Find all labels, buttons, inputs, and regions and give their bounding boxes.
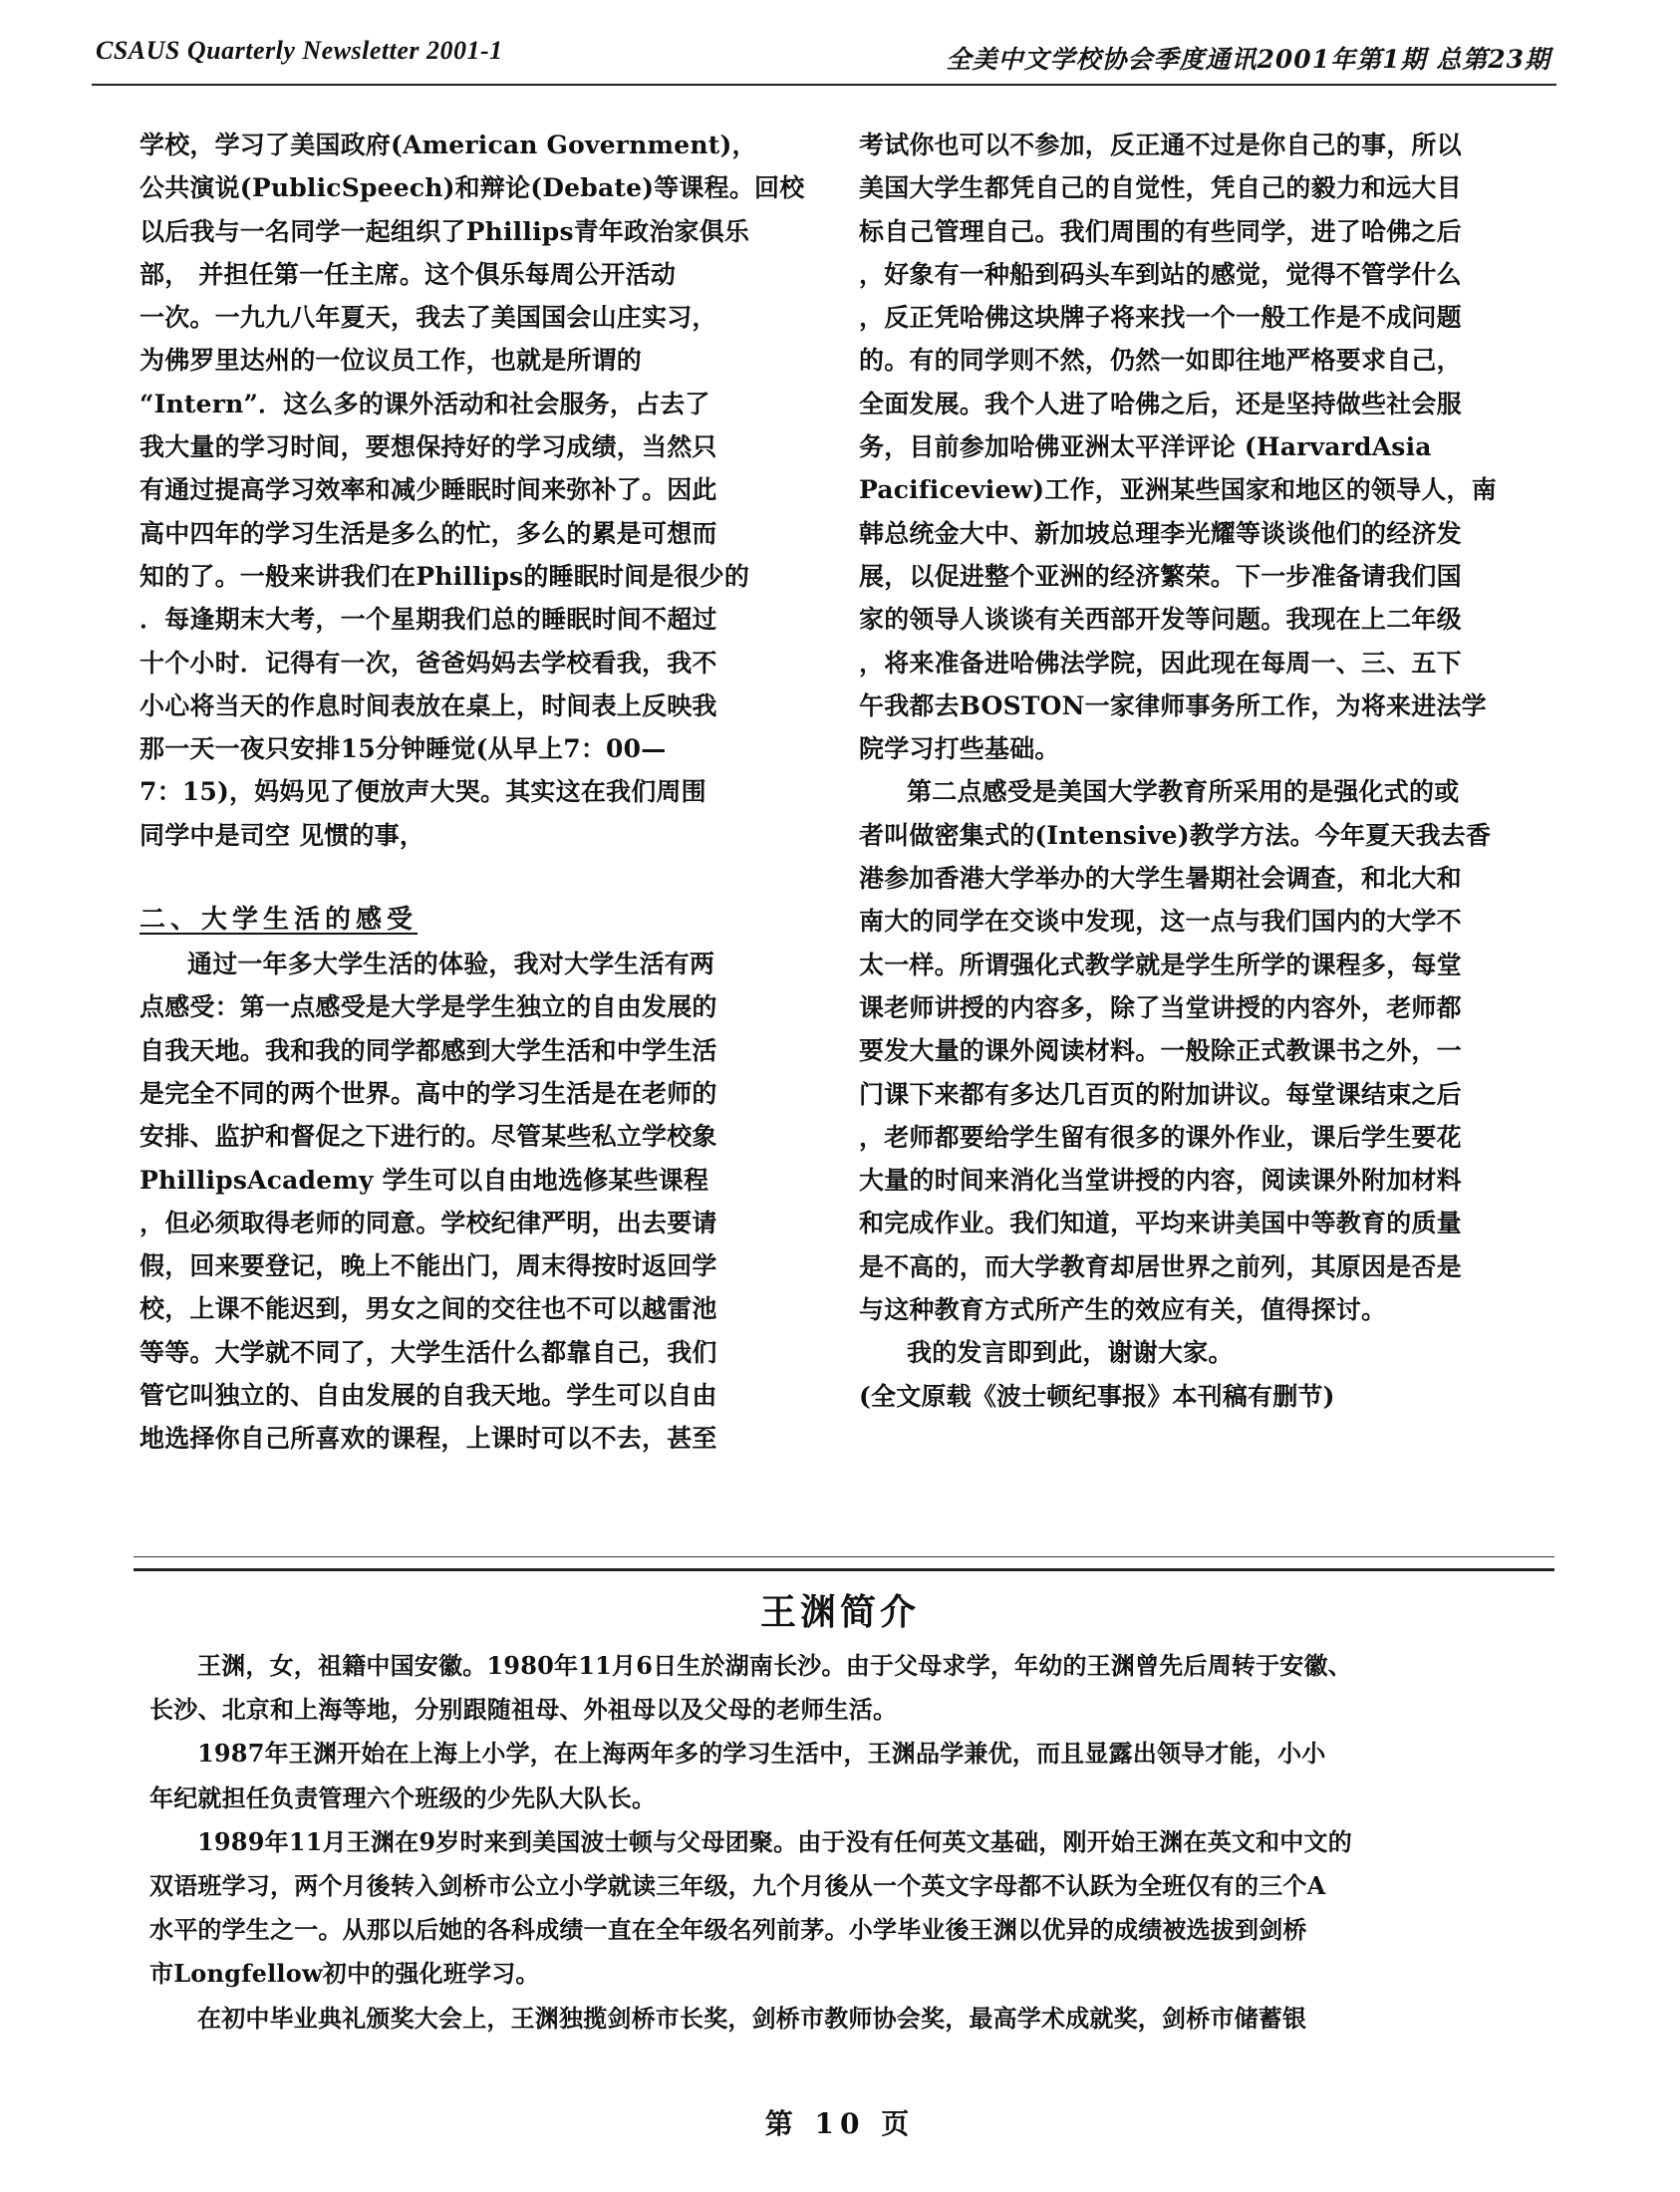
bio-line: 水平的学生之一。从那以后她的各科成绩一直在全年级名列前茅。小学毕业後王渊以优异的成绩被选拔到剑桥 (149, 1915, 1307, 1945)
text-line: Pacificeview)工作，亚洲某些国家和地区的领导人，南 (859, 475, 1497, 505)
closing-remark: 我的发言即到此，谢谢大家。 (907, 1338, 1234, 1368)
text-line: 考试你也可以不参加，反正通不过是你自己的事，所以 (859, 131, 1462, 159)
text-line: 公共演说(PublicSpeech)和辩论(Debate)等课程。回校 (140, 173, 805, 203)
text-line: 展，以促进整个亚洲的经济繁荣。下一步准备请我们国 (859, 561, 1462, 591)
text-line: 是不高的，而大学教育却居世界之前列，其原因是否是 (859, 1251, 1462, 1281)
section-gap (140, 857, 817, 898)
text-line: 自我天地。我和我的同学都感到大学生活和中学生活 (140, 1035, 717, 1065)
text-line: 同学中是司空 见惯的事， (140, 820, 425, 850)
text-line: 韩总统金大中、新加坡总理李光耀等谈谈他们的经济发 (859, 518, 1462, 548)
text-line: 地选择你自己所喜欢的课程，上课时可以不去，甚至 (140, 1424, 717, 1454)
bio-line: 1989年11月王渊在9岁时来到美国波士顿与父母团聚。由于没有任何英文基础，刚开始王渊在英文和中文的 (197, 1826, 1352, 1856)
section-heading: 二、大学生活的感受 (140, 905, 419, 936)
bio-line: 在初中毕业典礼颁奖大会上，王渊独揽剑桥市长奖，剑桥市教师协会奖，最高学术成就奖，剑桥市储蓄银 (197, 2003, 1307, 2033)
text-line: 我大量的学习时间，要想保持好的学习成绩，当然只 (140, 432, 717, 462)
header-chinese-title: 全美中文学校协会季度通讯2001年第1期 总第23期 (946, 45, 1550, 74)
text-line: 美国大学生都凭自己的自觉性，凭自己的毅力和远大目 (859, 173, 1462, 203)
text-line: 标自己管理自己。我们周围的有些同学，进了哈佛之后 (859, 216, 1462, 246)
bio-line: 长沙、北京和上海等地，分别跟随祖母、外祖母以及父母的老师生活。 (149, 1695, 898, 1725)
text-line: 校，上课不能迟到，男女之间的交往也不可以越雷池 (140, 1294, 717, 1324)
left-column (140, 124, 817, 1461)
text-line: 要发大量的课外阅读材料。一般除正式教课书之外，一 (859, 1036, 1462, 1066)
text-line: 十个小时．记得有一次，爸爸妈妈去学校看我，我不 (140, 648, 717, 678)
text-line: 那一天一夜只安排15分钟睡觉(从早上7：00— (140, 734, 667, 764)
text-line: 7：15)，妈妈见了便放声大哭。其实这在我们周围 (140, 777, 706, 807)
text-line: 课老师讲授的内容多，除了当堂讲授的内容外，老师都 (859, 992, 1462, 1022)
header-rule (92, 84, 1556, 86)
text-line: 有通过提高学习效率和减少睡眠时间来弥补了。因此 (140, 475, 717, 505)
left-para1 (140, 124, 817, 857)
bio-line: 1987年王渊开始在上海上小学，在上海两年多的学习生活中，王渊品学兼优，而且显露出领导才能，小小 (197, 1739, 1326, 1769)
text-line: ．每逢期末大考，一个星期我们总的睡眠时间不超过 (140, 605, 717, 635)
text-line: 管它叫独立的、自由发展的自我天地。学生可以自由 (140, 1381, 717, 1411)
bio-body (149, 1644, 1564, 2041)
text-line: 全面发展。我个人进了哈佛之后，还是坚持做些社会服 (859, 389, 1462, 418)
text-line: 安排、监护和督促之下进行的。尽管某些私立学校象 (140, 1122, 717, 1152)
right-para2 (859, 770, 1556, 1331)
text-line: 南大的同学在交谈中发现，这一点与我们国内的大学不 (859, 907, 1462, 937)
text-line: 一次。一九九八年夏天，我去了美国国会山庄实习， (140, 303, 717, 333)
bio-line: 王渊，女，祖籍中国安徽。1980年11月6日生於湖南长沙。由于父母求学，年幼的王渊曾先后周转于安徽、 (197, 1651, 1352, 1680)
section-divider-thin (134, 1556, 1554, 1557)
left-para2 (140, 943, 817, 1461)
text-line: ，将来准备进哈佛法学院，因此现在每周一、三、五下 (859, 648, 1462, 678)
text-line: 家的领导人谈谈有关西部开发等问题。我现在上二年级 (859, 605, 1462, 635)
text-line: ，好象有一种船到码头车到站的感觉，觉得不管学什么 (859, 259, 1462, 289)
text-line: 者叫做密集式的(Intensive)教学方法。今年夏天我去香 (859, 820, 1492, 850)
text-line: 是完全不同的两个世界。高中的学习生活是在老师的 (140, 1078, 717, 1108)
text-line: 通过一年多大学生活的体验，我对大学生活有两 (187, 950, 715, 979)
bio-line: 双语班学习，两个月後转入剑桥市公立小学就读三年级，九个月後从一个英文字母都不认跃为全班仅有的三个A (149, 1870, 1326, 1900)
right-para1 (859, 124, 1556, 770)
text-line: 太一样。所谓强化式教学就是学生所学的课程多，每堂 (859, 950, 1462, 979)
text-line: PhillipsAcademy 学生可以自由地选修某些课程 (140, 1165, 709, 1195)
text-line: 学校，学习了美国政府(American Government)， (140, 131, 757, 159)
text-line: 大量的时间来消化当堂讲授的内容，阅读课外附加材料 (859, 1166, 1462, 1196)
bio-line: 年纪就担任负责管理六个班级的少先队大队长。 (149, 1782, 657, 1812)
text-line: 部， 并担任第一任主席。这个俱乐每周公开活动 (140, 259, 677, 289)
text-line: 为佛罗里达州的一位议员工作，也就是所谓的 (140, 346, 643, 376)
text-line: 港参加香港大学举办的大学生暑期社会调查，和北大和 (859, 864, 1462, 894)
text-line: ，但必须取得老师的同意。学校纪律严明，出去要请 (140, 1208, 717, 1237)
text-line: 院学习打些基础。 (859, 734, 1060, 764)
text-line: 等等。大学就不同了，大学生活什么都靠自己，我们 (140, 1337, 717, 1367)
header-english-title: CSAUS Quarterly Newsletter 2001-1 (96, 36, 503, 65)
text-line: 与这种教育方式所产生的效应有关，值得探讨。 (859, 1295, 1387, 1325)
text-line: 以后我与一名同学一起组织了Phillips青年政治家俱乐 (140, 216, 750, 246)
text-line: 午我都去BOSTON一家律师事务所工作，为将来进法学 (859, 690, 1487, 720)
text-line: 高中四年的学习生活是多么的忙，多么的累是可想而 (140, 518, 717, 548)
page-number: 第 10 页 (764, 2107, 916, 2140)
text-line: 第二点感受是美国大学教育所采用的是强化式的或 (907, 777, 1460, 807)
bio-title: 王渊简介 (759, 1591, 920, 1633)
text-line: 务，目前参加哈佛亚洲太平洋评论 (HarvardAsia (859, 432, 1432, 462)
right-column (859, 124, 1556, 1418)
text-line: 点感受：第一点感受是大学是学生独立的自由发展的 (140, 992, 717, 1022)
text-line: 假，回来要登记，晚上不能出门，周末得按时返回学 (140, 1251, 717, 1281)
text-line: 小心将当天的作息时间表放在桌上，时间表上反映我 (140, 690, 717, 720)
text-line: 门课下来都有多达几百页的附加讲议。每堂课结束之后 (859, 1079, 1462, 1109)
text-line: ，反正凭哈佛这块牌子将来找一个一般工作是不成问题 (859, 303, 1462, 333)
text-line: 的。有的同学则不然，仍然一如即往地严格要求自己， (859, 346, 1462, 376)
text-line: ，老师都要给学生留有很多的课外作业，课后学生要花 (859, 1122, 1462, 1152)
text-line: “Intern”．这么多的课外活动和社会服务，占去了 (140, 389, 710, 418)
text-line: 知的了。一般来讲我们在Phillips的睡眠时间是很少的 (140, 561, 750, 591)
section-divider-thick (134, 1568, 1554, 1571)
bio-line: 市Longfellow初中的强化班学习。 (149, 1959, 540, 1989)
source-note: (全文原载《波士顿纪事报》本刊稿有删节) (859, 1381, 1335, 1411)
text-line: 和完成作业。我们知道，平均来讲美国中等教育的质量 (859, 1209, 1462, 1238)
